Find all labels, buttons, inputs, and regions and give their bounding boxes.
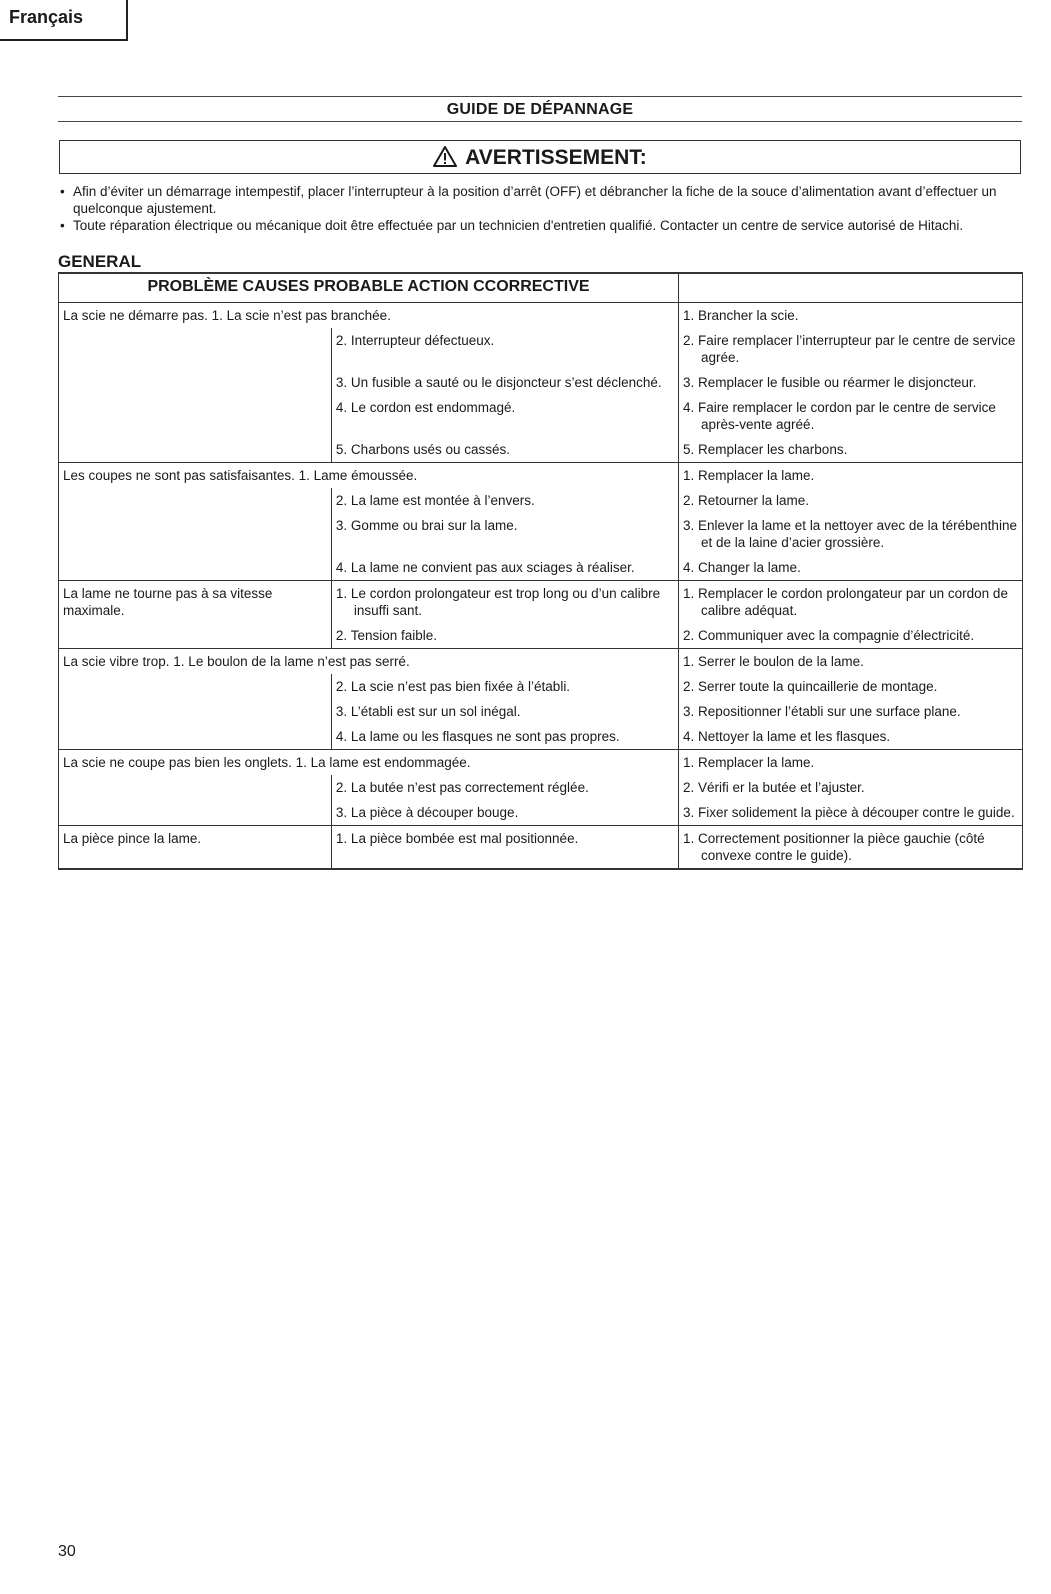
- problem-cell-empty: [59, 488, 332, 581]
- table-row: [59, 488, 1023, 513]
- cause-cell: [331, 826, 678, 870]
- action-text: 2. Communiquer avec la compagnie d’électricité.: [683, 628, 975, 643]
- action-text: 2. Vérifi er la butée et l’ajuster.: [683, 780, 865, 795]
- action-cell: [679, 699, 1023, 724]
- cause-cell: [331, 437, 678, 463]
- problem-cell: La scie ne démarre pas. 1. La scie n’est pas branchée.: [59, 303, 679, 329]
- problem-cell: La scie ne coupe pas bien les onglets. 1. La lame est endommagée.: [59, 750, 679, 776]
- cause-cell: [331, 581, 678, 624]
- table-row: [59, 750, 1023, 776]
- action-cell: [679, 623, 1023, 649]
- cause-cell: [331, 488, 678, 513]
- cause-text: 2. La scie n’est pas bien fixée à l’établi.: [335, 679, 571, 694]
- warning-box: [59, 140, 1021, 174]
- top-rule: [58, 96, 1022, 97]
- cause-cell: [331, 328, 678, 370]
- action-text: 4. Nettoyer la lame et les flasques.: [683, 729, 891, 744]
- title-rule: [58, 121, 1022, 122]
- action-cell: [679, 370, 1023, 395]
- table-row: [59, 303, 1023, 329]
- table-row: [59, 328, 1023, 370]
- action-text: 1. Remplacer le cordon prolongateur par un cordon de calibre adéquat.: [683, 586, 1008, 618]
- action-text: 5. Remplacer les charbons.: [683, 442, 848, 457]
- cause-text: 5. Charbons usés ou cassés.: [335, 442, 511, 457]
- table-header-row: [59, 273, 1023, 303]
- problem-cell: Les coupes ne sont pas satisfaisantes. 1. Lame émoussée.: [59, 463, 679, 489]
- cause-cell: [331, 699, 678, 724]
- cause-cell: [331, 395, 678, 437]
- table-row: [59, 463, 1023, 489]
- problem-cell: La scie vibre trop. 1. Le boulon de la lame n’est pas serré.: [59, 649, 679, 675]
- table-row: [59, 775, 1023, 800]
- action-text: 2. Serrer toute la quincaillerie de montage.: [683, 679, 938, 694]
- cause-cell: [331, 775, 678, 800]
- cause-cell: [331, 623, 678, 649]
- action-cell: 1. Serrer le boulon de la lame.: [679, 649, 1023, 675]
- problem-cell: La pièce pince la lame.: [59, 826, 332, 870]
- action-text: 3. Repositionner l’établi sur une surface plane.: [683, 704, 961, 719]
- page-number: 30: [58, 1543, 76, 1560]
- table-header: PROBLÈME CAUSES PROBABLE ACTION CCORRECTIVE: [59, 273, 679, 303]
- cause-text: 3. L’établi est sur un sol inégal.: [335, 704, 521, 719]
- warning-bullets: [58, 183, 1024, 234]
- action-text: 1. Correctement positionner la pièce gauchie (côté convexe contre le guide).: [683, 831, 985, 863]
- action-cell: [679, 775, 1023, 800]
- cause-text: 3. Gomme ou brai sur la lame.: [335, 518, 518, 533]
- table-row: [59, 581, 1023, 624]
- action-cell: [679, 328, 1023, 370]
- cause-text: 4. La lame ne convient pas aux sciages à réaliser.: [335, 560, 635, 575]
- action-cell: 1. Remplacer la lame.: [679, 750, 1023, 776]
- action-text: 4. Changer la lame.: [683, 560, 801, 575]
- action-text: 2. Faire remplacer l’interrupteur par le centre de service agrée.: [683, 333, 1016, 365]
- action-text: 4. Faire remplacer le cordon par le centre de service après-vente agréé.: [683, 400, 996, 432]
- problem-cell-empty: [59, 775, 332, 826]
- section-label: GENERAL: [58, 252, 142, 271]
- table-row: [59, 674, 1023, 699]
- cause-text: 3. La pièce à découper bouge.: [335, 805, 519, 820]
- action-text: 3. Fixer solidement la pièce à découper contre le guide.: [683, 805, 1015, 820]
- warning-bullet: • Afin d’éviter un démarrage intempestif, placer l’interrupteur à la position d’arrêt (OFF) et débrancher la fiche de la souce d’alimentation avant d’effectuer un quelconque ajustement.: [60, 184, 997, 216]
- cause-text: 2. La lame est montée à l’envers.: [335, 493, 535, 508]
- cause-text: 2. La butée n’est pas correctement réglée.: [335, 780, 589, 795]
- action-cell: [679, 555, 1023, 581]
- guide-title: GUIDE DE DÉPANNAGE: [446, 101, 634, 118]
- cause-text: 1. Le cordon prolongateur est trop long ou d’un calibre insuffi sant.: [335, 586, 661, 618]
- warning-triangle-icon: [433, 146, 457, 167]
- action-text: 2. Retourner la lame.: [683, 493, 810, 508]
- action-cell: [679, 513, 1023, 555]
- action-cell: [679, 724, 1023, 750]
- action-cell: [679, 826, 1023, 870]
- action-cell: 1. Brancher la scie.: [679, 303, 1023, 329]
- troubleshooting-table: [58, 272, 1023, 870]
- action-cell: [679, 395, 1023, 437]
- cause-cell: [331, 513, 678, 555]
- cause-text: 3. Un fusible a sauté ou le disjoncteur s’est déclenché.: [335, 375, 662, 390]
- action-cell: [679, 437, 1023, 463]
- cause-text: 1. La pièce bombée est mal positionnée.: [335, 831, 579, 846]
- table-row: [59, 649, 1023, 675]
- cause-cell: [331, 724, 678, 750]
- cause-text: 2. Tension faible.: [335, 628, 437, 643]
- action-text: 3. Enlever la lame et la nettoyer avec de la térébenthine et de la laine d’acier grossière.: [683, 518, 1017, 550]
- cause-cell: [331, 674, 678, 699]
- table-row: [59, 826, 1023, 870]
- cause-cell: [331, 555, 678, 581]
- action-text: 3. Remplacer le fusible ou réarmer le disjoncteur.: [683, 375, 977, 390]
- problem-cell-empty: [59, 328, 332, 463]
- warning-bullet-text: Toute réparation électrique ou mécanique doit être effectuée par un technicien d'entretien qualifié. Contacter un centre de service autorisé de Hitachi.: [73, 218, 964, 233]
- cause-text: 4. Le cordon est endommagé.: [335, 400, 516, 415]
- warning-title: AVERTISSEMENT:: [465, 146, 647, 169]
- action-cell: [679, 488, 1023, 513]
- problem-cell: La lame ne tourne pas à sa vitesse maximale.: [59, 581, 332, 649]
- cause-text: 4. La lame ou les flasques ne sont pas propres.: [335, 729, 620, 744]
- table-header-empty: [679, 273, 1023, 303]
- language-tab: Français: [0, 0, 128, 41]
- warning-bullet: • Toute réparation électrique ou mécanique doit être effectuée par un technicien d'entretien qualifié. Contacter un centre de service autorisé de Hitachi.: [60, 218, 964, 233]
- cause-cell: [331, 800, 678, 826]
- action-cell: 1. Remplacer la lame.: [679, 463, 1023, 489]
- problem-cell-empty: [59, 674, 332, 750]
- action-cell: [679, 581, 1023, 624]
- action-cell: [679, 674, 1023, 699]
- warning-bullet-text: Afin d’éviter un démarrage intempestif, placer l’interrupteur à la position d’arrêt (OFF) et débrancher la fiche de la souce d’alimentation avant d’effectuer un quelconque ajustement.: [73, 184, 997, 216]
- action-cell: [679, 800, 1023, 826]
- cause-text: 2. Interrupteur défectueux.: [335, 333, 495, 348]
- cause-cell: [331, 370, 678, 395]
